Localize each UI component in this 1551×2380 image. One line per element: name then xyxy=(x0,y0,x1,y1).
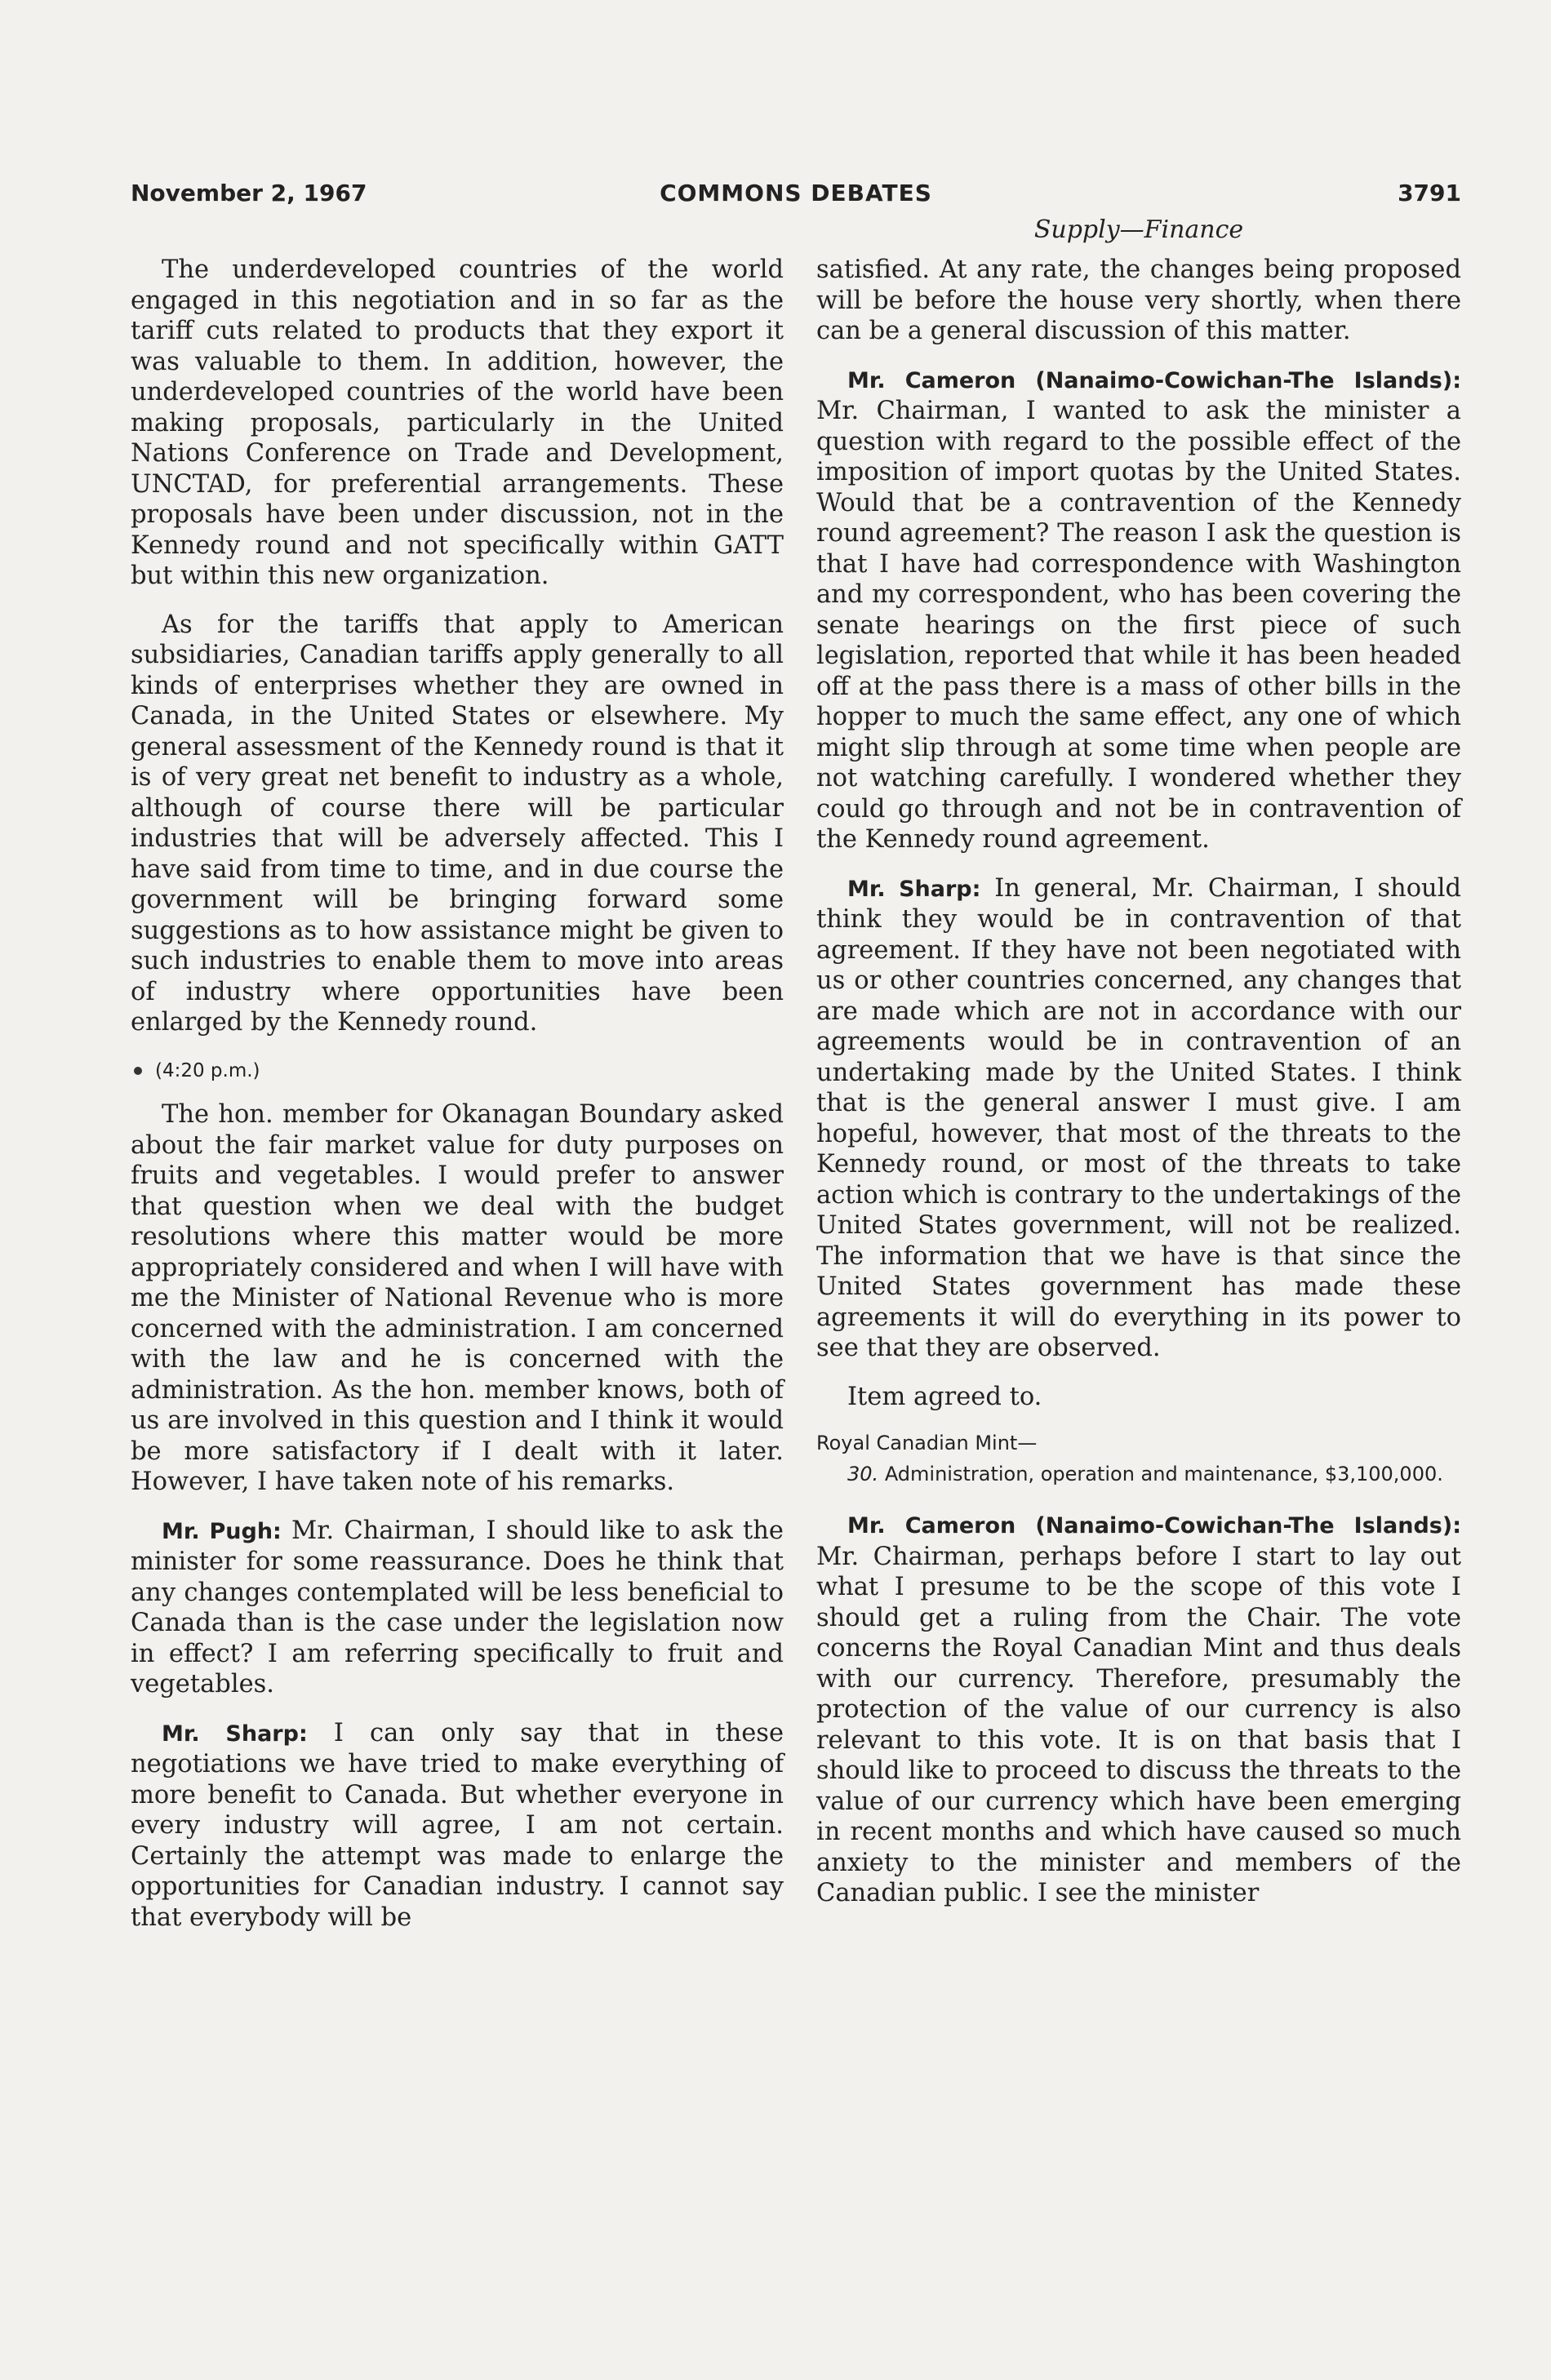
speaker-name: Mr. Cameron (Nanaimo-Cowichan-The Islands): xyxy=(847,367,1461,393)
speech xyxy=(816,365,1461,855)
speech-text: Mr. Chairman, I should like to ask the minister for some reassurance. Does he think that any changes contemplated will be less beneficial to Canada than is the case under the legislation now in effect? I am referring specifically to fruit and vegetables. xyxy=(131,1516,784,1698)
speech-text: Mr. Chairman, perhaps before I start to lay out what I presume to be the scope of this vote I should get a ruling from the Chair. The vote concerns the Royal Canadian Mint and thus deals with our currency. Therefore, presumably the protection of the value of our currency is also relevant to this vote. It is on that basis that I should like to proceed to discuss the threats to the value of our currency which have been emerging in recent months and which have caused so much anxiety to the minister and members of the Canadian public. I see the minister xyxy=(816,1542,1461,1907)
page-header xyxy=(131,180,1461,215)
right-column xyxy=(816,255,1461,1927)
speaker-name: Mr. Sharp: xyxy=(847,876,981,902)
speech-text: I can only say that in these negotiations we have tried to make everything of more benefit to Canada. But whether everyone in every industry will agree, I am not certain. Certainly the attempt was made to enlarge the opportunities for Canadian industry. I cannot say that everybody will be xyxy=(131,1718,784,1932)
vote-number: 30. xyxy=(847,1463,879,1485)
speech xyxy=(131,1718,784,1934)
speech xyxy=(131,1516,784,1700)
vote-title: Royal Canadian Mint— xyxy=(816,1432,1038,1454)
timestamp-text: (4:20 p.m.) xyxy=(155,1059,260,1081)
header-date: November 2, 1967 xyxy=(131,180,367,206)
vote-item xyxy=(816,1461,1461,1487)
paragraph: The hon. member for Okanagan Boundary asked about the fair market value for duty purposes on fruits and vegetables. I would prefer to answer that question when we deal with the budget resolutions where this matter would be more appropriately considered and when I will have with me the Minister of National Revenue who is more concerned with the administration. I am concerned with the law and he is concerned with the administration. As the hon. member knows, both of us are involved in this question and I think it would be more satisfactory if I dealt with it later. However, I have taken note of his remarks. xyxy=(131,1100,784,1496)
bullet-icon xyxy=(134,1067,142,1075)
speech-text: Mr. Chairman, I wanted to ask the minister a question with regard to the possible effect of the imposition of import quotas by the United States. Would that be a contravention of the Kennedy round agreement? The reason I ask the question is that I have had correspondence with Washington and my correspondent, who has been covering the senate hearings on the first piece of such legislation, reported that while it has been headed off at the pass there is a mass of other bills in the hopper to much the same effect, any one of which might slip through at some time when people are not watching carefully. I wondered whether they could go through and not be in contravention of the Kennedy round agreement. xyxy=(816,397,1461,854)
page-number: 3791 xyxy=(1398,180,1461,206)
speaker-name: Mr. Pugh: xyxy=(162,1518,282,1544)
speech-text: In general, Mr. Chairman, I should think they would be in contravention of that agreement. If they have not been negotiated with us or other countries concerned, any changes that are made which are not in accordance with our agreements would be in contravention of an undertaking made by the United States. I think that is the general answer I must give. I am hopeful, however, that most of the threats to the Kennedy round, or most of the threats to take action which is contrary to the undertakings of the United States government, will not be realized. The information that we have is that since the United States government has made these agreements it will do everything in its power to see that they are observed. xyxy=(816,873,1461,1362)
paragraph: As for the tariffs that apply to American subsidiaries, Canadian tariffs apply generally to all kinds of enterprises whether they are owned in Canada, in the United States or elsewhere. My general assessment of the Kennedy round is that it is of very great net benefit to industry as a whole, although of course there will be particular industries that will be adversely affected. This I have said from time to time, and in due course the government will be bringing forward some suggestions as to how assistance might be given to such industries to enable them to move into areas of industry where opportunities have been enlarged by the Kennedy round. xyxy=(131,610,784,1037)
timestamp xyxy=(131,1056,784,1087)
section-heading: Supply—Finance xyxy=(1033,215,1244,244)
speaker-name: Mr. Sharp: xyxy=(162,1721,308,1747)
item-agreed: Item agreed to. xyxy=(847,1382,1042,1411)
speech xyxy=(816,1510,1461,1909)
speaker-name: Mr. Cameron (Nanaimo-Cowichan-The Islands): xyxy=(847,1513,1461,1539)
paragraph: satisfied. At any rate, the changes being proposed will be before the house very shortly, when there can be a general discussion of this matter. xyxy=(816,255,1461,345)
paragraph: The underdeveloped countries of the world engaged in this negotiation and in so far as the tariff cuts related to products that they export it was valuable to them. In addition, however, the underdeveloped countries of the world have been making proposals, particularly in the United Nations Conference on Trade and Development, UNCTAD, for preferential arrangements. These proposals have been under discussion, not in the Kennedy round and not specifically within GATT but within this new organization. xyxy=(131,255,784,590)
header-title: COMMONS DEBATES xyxy=(660,180,932,206)
left-column xyxy=(131,255,784,1951)
vote-text: Administration, operation and maintenance, $3,100,000. xyxy=(884,1463,1443,1485)
speech xyxy=(816,873,1461,1364)
